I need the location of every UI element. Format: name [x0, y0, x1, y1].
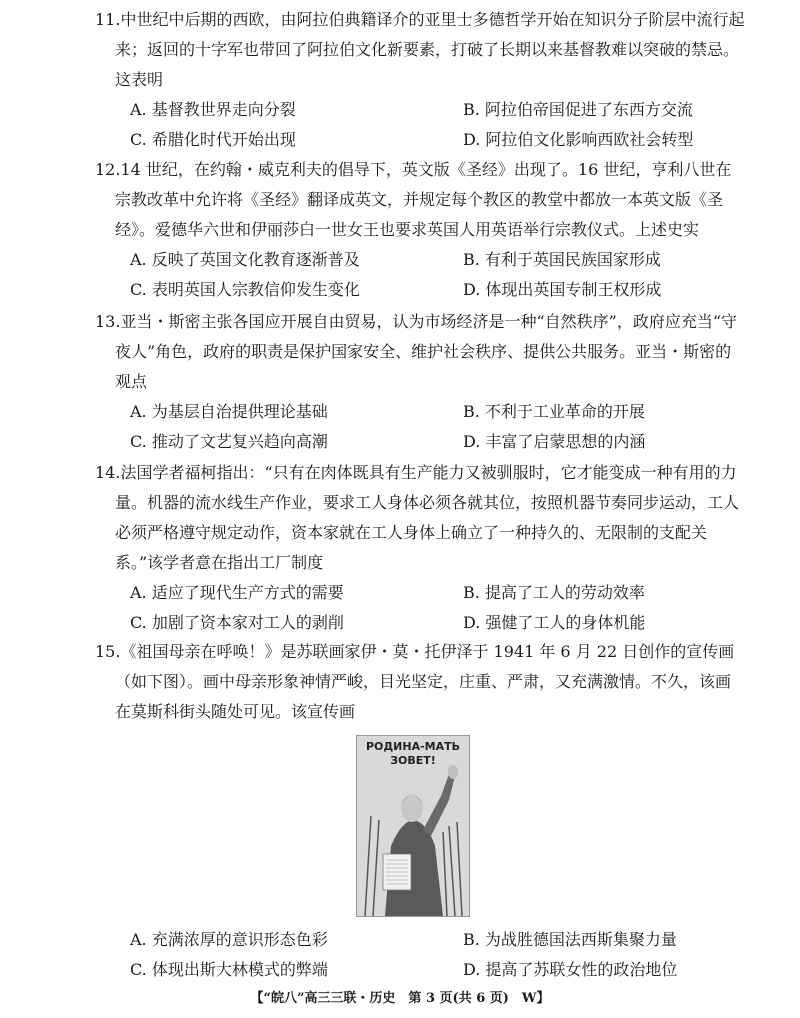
option-b: B. 提高了工人的劳动效率 — [463, 583, 645, 602]
option-d: D. 强健了工人的身体机能 — [463, 613, 646, 632]
question-text: 《祖国母亲在呼唤！》是苏联画家伊・莫・托伊泽于 1941 年 6 月 22 日创作的宣传画（如下图）。画中母亲形象神情严峻，目光坚定，庄重、严肃，又充满激情。不久，该画在莫斯科街头随处可见。该宣传画 — [115, 642, 735, 721]
option-a: A. 充满浓厚的意识形态色彩 — [130, 930, 328, 949]
option-b: B. 为战胜德国法西斯集聚力量 — [463, 930, 677, 949]
options — [130, 95, 745, 155]
option-c: C. 表明英国人宗教信仰发生变化 — [130, 280, 360, 299]
option-c: C. 希腊化时代开始出现 — [130, 130, 296, 149]
options — [130, 925, 745, 985]
options — [130, 397, 745, 457]
question-text: 法国学者福柯指出：“只有在肉体既具有生产能力又被驯服时，它才能变成一种有用的力量。机器的流水线生产作业，要求工人身体必须各就其位，按照机器节奏同步运动，工人必须严格遵守规定动作，资本家就在工人身体上确立了一种持久的、无限制的支配关系。”该学者意在指出工厂制度 — [115, 463, 740, 572]
option-a: A. 为基层自治提供理论基础 — [130, 402, 328, 421]
option-d: D. 提高了苏联女性的政治地位 — [463, 960, 678, 979]
question-11 — [95, 5, 745, 155]
option-b: B. 有利于英国民族国家形成 — [463, 250, 661, 269]
poster-title-line1: РОДИНА-МАТЬ — [365, 740, 461, 753]
question-15-options — [115, 925, 745, 985]
question-15 — [95, 637, 745, 727]
question-number: 15. — [95, 642, 121, 661]
question-stem — [95, 637, 745, 727]
question-number: 13. — [95, 312, 121, 331]
question-13 — [95, 307, 745, 457]
question-12 — [95, 155, 745, 305]
option-c: C. 加剧了资本家对工人的剥削 — [130, 613, 344, 632]
poster-title — [357, 740, 469, 768]
option-d: D. 丰富了启蒙思想的内涵 — [463, 432, 646, 451]
question-number: 12. — [95, 160, 121, 179]
question-number: 14. — [95, 463, 121, 482]
option-d: D. 体现出英国专制王权形成 — [463, 280, 662, 299]
option-a: A. 反映了英国文化教育逐渐普及 — [130, 250, 360, 269]
question-stem — [95, 458, 745, 578]
options — [130, 245, 745, 305]
option-a: A. 基督教世界走向分裂 — [130, 100, 296, 119]
question-text: 亚当・斯密主张各国应开展自由贸易，认为市场经济是一种“自然秩序”，政府应充当“守夜人”角色，政府的职责是保护国家安全、维护社会秩序、提供公共服务。亚当・斯密的观点 — [115, 312, 737, 391]
question-text: 中世纪中后期的西欧，由阿拉伯典籍译介的亚里士多德哲学开始在知识分子阶层中流行起来；返回的十字军也带回了阿拉伯文化新要素，打破了长期以来基督教难以突破的禁忌。这表明 — [115, 10, 745, 89]
page-footer: 【“皖八”高三三联・历史 第 3 页(共 6 页) W】 — [250, 991, 550, 1006]
option-d: D. 阿拉伯文化影响西欧社会转型 — [463, 130, 694, 149]
question-14 — [95, 458, 745, 638]
poster-title-line2: ЗОВЕТ! — [390, 754, 436, 767]
option-b: B. 不利于工业革命的开展 — [463, 402, 645, 421]
question-stem — [95, 155, 745, 245]
option-b: B. 阿拉伯帝国促进了东西方交流 — [463, 100, 693, 119]
propaganda-poster-image — [356, 735, 470, 917]
question-stem — [95, 5, 745, 95]
question-stem — [95, 307, 745, 397]
option-a: A. 适应了现代生产方式的需要 — [130, 583, 344, 602]
option-c: C. 推动了文艺复兴趋向高潮 — [130, 432, 328, 451]
question-number: 11. — [95, 10, 121, 29]
options — [130, 578, 745, 638]
option-c: C. 体现出斯大林模式的弊端 — [130, 960, 328, 979]
question-text: 14 世纪，在约翰・威克利夫的倡导下，英文版《圣经》出现了。16 世纪，亨利八世在宗教改革中允许将《圣经》翻译成英文，并规定每个教区的教堂中都放一本英文版《圣经》。爱德华六世和伊丽莎白一世女王也要求英国人用英语举行宗教仪式。上述史实 — [115, 160, 732, 239]
